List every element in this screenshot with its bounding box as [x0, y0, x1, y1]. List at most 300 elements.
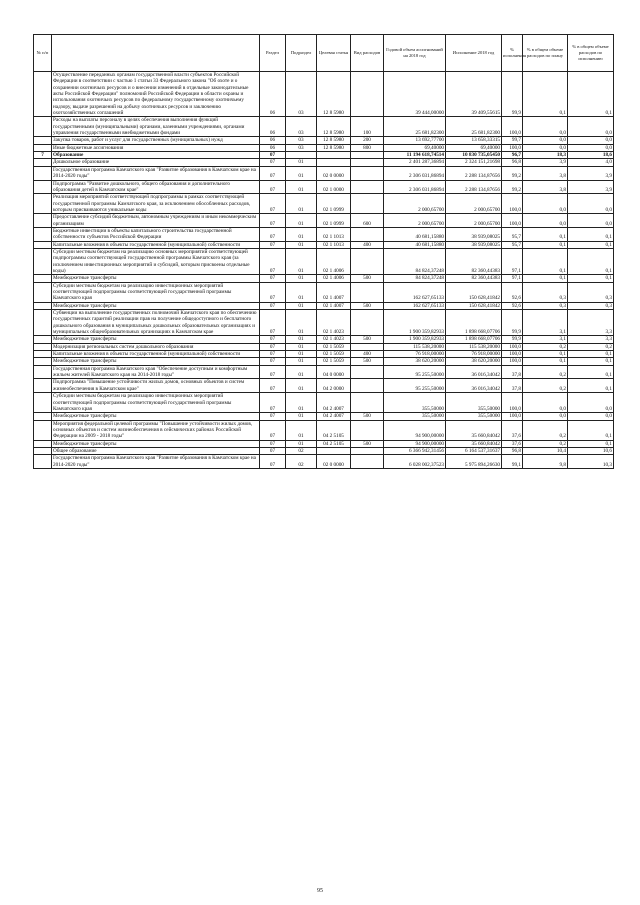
- row-name: Расходы на выплаты персоналу в целях обеспечения выполнения функций государственными (муниципальными) органами, казенными учреждениями, органами управления государственными внебюджетными фондами: [52, 117, 260, 137]
- row-num: [34, 214, 52, 228]
- row-share-exec: 10,6: [568, 447, 614, 454]
- row-share-exec: 0,0: [568, 413, 614, 420]
- row-subsection: 01: [286, 248, 317, 274]
- row-num: [34, 393, 52, 413]
- row-subsection: 01: [286, 302, 317, 309]
- row-share-plan: 0,1: [523, 241, 568, 248]
- row-executed: 10 830 735,05450: [446, 152, 502, 159]
- row-pct-exec: 100,0: [502, 358, 523, 365]
- row-pct-exec: 100,0: [502, 343, 523, 350]
- row-share-plan: 0,2: [523, 379, 568, 393]
- row-target: 02 1 0000: [317, 180, 351, 194]
- row-target: 02 1 5059: [317, 358, 351, 365]
- row-share-exec: 0,0: [568, 393, 614, 413]
- row-pct-exec: 100,0: [502, 351, 523, 358]
- row-annual: 1 900 359,82933: [384, 310, 446, 336]
- row-pct-exec: 99,2: [502, 180, 523, 194]
- row-target: 02 0 0000: [317, 166, 351, 180]
- row-expense-type: [351, 227, 384, 241]
- row-section: 07: [260, 227, 286, 241]
- row-annual: 11 194 618,74514: [384, 152, 446, 159]
- row-executed: 1 898 668,07706: [446, 310, 502, 336]
- row-share-plan: 0,2: [523, 343, 568, 350]
- row-target: 02 1 5059: [317, 343, 351, 350]
- row-section: 07: [260, 159, 286, 166]
- table-row: [34, 214, 614, 228]
- table-row: [34, 275, 614, 282]
- row-executed: 38 939,08025: [446, 241, 502, 248]
- row-executed: 2 288 134,87656: [446, 166, 502, 180]
- table-row: [34, 194, 614, 214]
- row-share-exec: 0,1: [568, 365, 614, 379]
- row-annual: 38 620,20000: [384, 358, 446, 365]
- row-share-plan: 3,1: [523, 310, 568, 336]
- header-name: [52, 35, 260, 72]
- row-subsection: 03: [286, 117, 317, 137]
- row-name: Бюджетные инвестиции в объекты капитального строительства государственной собственности субъектов Российской Федерации: [52, 227, 260, 241]
- row-annual: 40 681,15880: [384, 227, 446, 241]
- row-name: Субсидии местным бюджетам на реализацию инвестиционных мероприятий соответствующей подпрограммы соответствующей государственной программы Камчатского края: [52, 393, 260, 413]
- row-pct-exec: 100,0: [502, 214, 523, 228]
- row-section: 07: [260, 180, 286, 194]
- row-name: Капитальные вложения в объекты государственной (муниципальной) собственности: [52, 351, 260, 358]
- row-name: Межбюджетные трансферты: [52, 275, 260, 282]
- row-executed: 38 620,20000: [446, 358, 502, 365]
- row-subsection: 01: [286, 343, 317, 350]
- row-target: 04 2 5105: [317, 420, 351, 440]
- row-expense-type: 400: [351, 351, 384, 358]
- row-num: [34, 166, 52, 180]
- row-share-plan: 0,1: [523, 248, 568, 274]
- row-num: [34, 310, 52, 336]
- row-annual: 355,50000: [384, 413, 446, 420]
- table-row: [34, 241, 614, 248]
- row-num: [34, 365, 52, 379]
- row-target: 12 8 5980: [317, 137, 351, 144]
- header-section: Раздел: [260, 35, 286, 72]
- row-share-exec: 3,9: [568, 180, 614, 194]
- row-share-exec: 3,9: [568, 166, 614, 180]
- row-num: [34, 180, 52, 194]
- row-share-exec: 0,3: [568, 302, 614, 309]
- row-target: 04 2 4007: [317, 393, 351, 413]
- page-number: 95: [317, 888, 323, 894]
- header-annual: Годовой объем ассигнований на 2018 год: [384, 35, 446, 72]
- row-share-plan: 0,0: [523, 413, 568, 420]
- table-row: [34, 117, 614, 137]
- row-annual: 162 627,65133: [384, 302, 446, 309]
- row-num: [34, 117, 52, 137]
- row-pct-exec: 100,0: [502, 117, 523, 137]
- table-row: [34, 137, 614, 144]
- row-executed: 150 628,41842: [446, 302, 502, 309]
- row-section: 07: [260, 358, 286, 365]
- row-executed: 76 918,00000: [446, 351, 502, 358]
- row-subsection: 01: [286, 440, 317, 447]
- table-row: [34, 393, 614, 413]
- row-executed: 150 628,41842: [446, 282, 502, 302]
- row-subsection: 01: [286, 180, 317, 194]
- row-subsection: 01: [286, 393, 317, 413]
- table-row: [34, 420, 614, 440]
- row-target: [317, 152, 351, 159]
- row-target: [317, 159, 351, 166]
- header-pct-exec: % исполнения: [502, 35, 523, 72]
- row-num: [34, 455, 52, 469]
- row-target: 02 1 1013: [317, 227, 351, 241]
- row-name: Межбюджетные трансферты: [52, 302, 260, 309]
- row-expense-type: [351, 455, 384, 469]
- row-section: 06: [260, 72, 286, 117]
- row-expense-type: 500: [351, 413, 384, 420]
- row-target: 12 8 5980: [317, 117, 351, 137]
- row-pct-exec: 96,7: [502, 152, 523, 159]
- row-executed: 69,40000: [446, 144, 502, 151]
- row-subsection: 01: [286, 166, 317, 180]
- row-target: 02 1 4023: [317, 310, 351, 336]
- table-row: [34, 455, 614, 469]
- row-executed: 2 000,65700: [446, 214, 502, 228]
- row-name: Образование: [52, 152, 260, 159]
- row-expense-type: [351, 248, 384, 274]
- row-share-plan: 18,3: [523, 152, 568, 159]
- row-annual: 2 306 031,86894: [384, 166, 446, 180]
- row-section: 07: [260, 447, 286, 454]
- table-row: [34, 343, 614, 350]
- row-annual: 94 900,00000: [384, 420, 446, 440]
- row-pct-exec: 100,0: [502, 194, 523, 214]
- row-section: 07: [260, 365, 286, 379]
- row-pct-exec: 100,0: [502, 144, 523, 151]
- row-section: 07: [260, 152, 286, 159]
- row-section: 07: [260, 420, 286, 440]
- row-annual: 95 255,50000: [384, 379, 446, 393]
- row-share-plan: 0,1: [523, 358, 568, 365]
- row-name: Субсидии местным бюджетам на реализацию основных мероприятий соответствующей подпрограммы соответствующей государственной программы Камчатского края (за исключением инвестиционных мероприятий и субсидий, которым присвоены отдельные коды): [52, 248, 260, 274]
- row-share-plan: 0,0: [523, 214, 568, 228]
- row-subsection: 01: [286, 275, 317, 282]
- row-expense-type: [351, 159, 384, 166]
- row-executed: 35 660,84042: [446, 420, 502, 440]
- row-name: Капитальные вложения в объекты государственной (муниципальной) собственности: [52, 241, 260, 248]
- row-name: Реализация мероприятий соответствующей подпрограммы в рамках соответствующей государственной программы Камчатского края, за исключением обособленных расходов, которым присваиваются уникальные коды: [52, 194, 260, 214]
- row-name: Межбюджетные трансферты: [52, 440, 260, 447]
- row-pct-exec: 97,1: [502, 248, 523, 274]
- row-share-exec: 0,1: [568, 440, 614, 447]
- row-target: 02 1 4007: [317, 282, 351, 302]
- row-expense-type: 500: [351, 358, 384, 365]
- table-row: [34, 180, 614, 194]
- row-target: 04 2 4007: [317, 413, 351, 420]
- row-pct-exec: 37,6: [502, 440, 523, 447]
- row-name: Межбюджетные трансферты: [52, 358, 260, 365]
- row-name: Подпрограмма "Развитие дошкольного, общего образования и дополнительного образования детей в Камчатском крае": [52, 180, 260, 194]
- row-executed: 36 016,34042: [446, 379, 502, 393]
- row-subsection: 01: [286, 159, 317, 166]
- table-row: [34, 413, 614, 420]
- row-executed: 355,50000: [446, 413, 502, 420]
- row-name: Субсидии местным бюджетам на реализацию инвестиционных мероприятий соответствующей подпрограммы соответствующей государственной программы Камчатского края: [52, 282, 260, 302]
- table-row: [34, 351, 614, 358]
- row-share-exec: 0,0: [568, 194, 614, 214]
- row-share-plan: 3,1: [523, 336, 568, 343]
- header-num: № п/п: [34, 35, 52, 72]
- row-annual: 115 538,20000: [384, 343, 446, 350]
- table-row: [34, 72, 614, 117]
- row-subsection: 01: [286, 336, 317, 343]
- row-executed: 1 898 668,07706: [446, 336, 502, 343]
- row-name: Мероприятия федеральной целевой программы "Повышение устойчивости жилых домов, основных объектов и систем жизнеобеспечения в сейсмических районах Российской Федерации на 2009 - 2018 годы": [52, 420, 260, 440]
- header-target: Целевая статья: [317, 35, 351, 72]
- row-share-plan: 0,3: [523, 302, 568, 309]
- row-executed: 2 288 134,87656: [446, 180, 502, 194]
- row-section: 07: [260, 214, 286, 228]
- row-annual: 69,40000: [384, 144, 446, 151]
- table-row: [34, 310, 614, 336]
- row-expense-type: [351, 194, 384, 214]
- row-name: Иные бюджетные ассигнования: [52, 144, 260, 151]
- row-share-exec: 0,1: [568, 248, 614, 274]
- row-expense-type: 600: [351, 214, 384, 228]
- row-subsection: 01: [286, 379, 317, 393]
- row-subsection: 01: [286, 310, 317, 336]
- row-share-plan: 0,1: [523, 351, 568, 358]
- row-share-plan: 0,1: [523, 72, 568, 117]
- row-pct-exec: 99,2: [502, 166, 523, 180]
- row-share-exec: 0,1: [568, 420, 614, 440]
- row-subsection: 01: [286, 351, 317, 358]
- row-share-exec: 4,0: [568, 159, 614, 166]
- row-name: Общее образование: [52, 447, 260, 454]
- row-annual: 6 028 002,37523: [384, 455, 446, 469]
- row-executed: 2 324 151,21698: [446, 159, 502, 166]
- row-num: [34, 275, 52, 282]
- row-num: [34, 72, 52, 117]
- row-subsection: 01: [286, 420, 317, 440]
- row-share-plan: 0,3: [523, 282, 568, 302]
- row-expense-type: [351, 310, 384, 336]
- row-section: 07: [260, 310, 286, 336]
- row-share-exec: 0,1: [568, 351, 614, 358]
- row-target: 02 1 1013: [317, 241, 351, 248]
- row-executed: 2 000,65700: [446, 194, 502, 214]
- row-share-plan: 0,0: [523, 137, 568, 144]
- row-pct-exec: 37,6: [502, 420, 523, 440]
- row-pct-exec: 95,7: [502, 241, 523, 248]
- row-target: 02 1 0999: [317, 194, 351, 214]
- row-target: 02 1 0999: [317, 214, 351, 228]
- row-target: 04 0 0000: [317, 365, 351, 379]
- row-target: 02 1 4023: [317, 336, 351, 343]
- row-section: 07: [260, 440, 286, 447]
- row-annual: 39 444,00000: [384, 72, 446, 117]
- row-section: 06: [260, 117, 286, 137]
- row-annual: 13 692,77700: [384, 137, 446, 144]
- row-subsection: 01: [286, 413, 317, 420]
- row-name: Осуществление переданных органам государственной власти субъектов Российской Федерации в соответствии с частью 1 статьи 33 Федерального закона "Об охоте и о сохранении охотничьих ресурсов и о внесении изменений в отдельные законодательные акты Российской Федерации" полномочий Российской Федерации в области охраны и использования охотничьих ресурсов по федеральному государственному охотничьему надзору, выдаче разрешений на добычу охотничьих ресурсов и заключению охотхозяйственных соглашений: [52, 72, 260, 117]
- row-subsection: 01: [286, 282, 317, 302]
- row-share-exec: 0,0: [568, 214, 614, 228]
- row-pct-exec: 95,7: [502, 227, 523, 241]
- row-pct-exec: 97,1: [502, 275, 523, 282]
- row-expense-type: 200: [351, 137, 384, 144]
- row-executed: 82 360,44383: [446, 248, 502, 274]
- row-executed: 38 939,08025: [446, 227, 502, 241]
- row-annual: 76 918,00000: [384, 351, 446, 358]
- row-share-exec: 0,1: [568, 275, 614, 282]
- row-num: [34, 302, 52, 309]
- row-section: 07: [260, 302, 286, 309]
- row-expense-type: [351, 420, 384, 440]
- row-target: 02 1 4006: [317, 248, 351, 274]
- row-expense-type: 500: [351, 336, 384, 343]
- row-share-exec: 0,0: [568, 137, 614, 144]
- row-target: 04 2 5105: [317, 440, 351, 447]
- row-target: 02 1 5059: [317, 351, 351, 358]
- row-section: 07: [260, 351, 286, 358]
- row-pct-exec: 37,8: [502, 379, 523, 393]
- row-expense-type: [351, 393, 384, 413]
- header-subsection: Подраздел: [286, 35, 317, 72]
- row-pct-exec: 37,8: [502, 365, 523, 379]
- row-pct-exec: 99,9: [502, 310, 523, 336]
- table-row: [34, 144, 614, 151]
- row-annual: 162 627,65133: [384, 282, 446, 302]
- row-share-plan: 0,2: [523, 440, 568, 447]
- row-num: [34, 159, 52, 166]
- row-name: Государственная программа Камчатского края "Развитие образования в Камчатском крае на 2014-2020 годы": [52, 455, 260, 469]
- table-row: [34, 248, 614, 274]
- row-name: Межбюджетные трансферты: [52, 336, 260, 343]
- row-num: [34, 413, 52, 420]
- row-share-plan: 0,2: [523, 365, 568, 379]
- row-share-plan: 0,0: [523, 144, 568, 151]
- row-share-exec: 0,2: [568, 343, 614, 350]
- row-subsection: 01: [286, 194, 317, 214]
- row-annual: 6 366 942,31456: [384, 447, 446, 454]
- row-expense-type: 500: [351, 440, 384, 447]
- row-section: 07: [260, 336, 286, 343]
- row-executed: 25 681,82300: [446, 117, 502, 137]
- table-row: [34, 358, 614, 365]
- row-pct-exec: 96,8: [502, 447, 523, 454]
- row-section: 07: [260, 241, 286, 248]
- row-annual: 84 824,37248: [384, 248, 446, 274]
- row-subsection: 02: [286, 455, 317, 469]
- row-section: 06: [260, 144, 286, 151]
- row-expense-type: [351, 180, 384, 194]
- row-share-plan: 3,8: [523, 180, 568, 194]
- row-section: 07: [260, 282, 286, 302]
- row-name: Дошкольное образование: [52, 159, 260, 166]
- row-expense-type: 500: [351, 302, 384, 309]
- row-share-plan: 0,0: [523, 194, 568, 214]
- row-num: [34, 194, 52, 214]
- row-pct-exec: 100,0: [502, 393, 523, 413]
- row-target: 02 1 4006: [317, 275, 351, 282]
- row-pct-exec: 100,0: [502, 413, 523, 420]
- row-name: Предоставление субсидий бюджетным, автономным учреждениям и иным некоммерческим организациям: [52, 214, 260, 228]
- row-expense-type: [351, 166, 384, 180]
- budget-execution-table: [33, 34, 614, 469]
- row-executed: 5 975 894,26630: [446, 455, 502, 469]
- row-share-plan: 0,1: [523, 275, 568, 282]
- row-expense-type: [351, 447, 384, 454]
- row-expense-type: 400: [351, 241, 384, 248]
- row-share-exec: 18,6: [568, 152, 614, 159]
- row-pct-exec: 92,6: [502, 282, 523, 302]
- row-section: 07: [260, 248, 286, 274]
- row-num: [34, 379, 52, 393]
- row-share-exec: 10,3: [568, 455, 614, 469]
- row-share-exec: 3,3: [568, 336, 614, 343]
- row-expense-type: [351, 72, 384, 117]
- row-target: 04 2 0000: [317, 379, 351, 393]
- row-name: Модернизация региональных систем дошкольного образования: [52, 343, 260, 350]
- row-annual: 95 255,50000: [384, 365, 446, 379]
- row-pct-exec: 99,9: [502, 72, 523, 117]
- row-pct-exec: 99,7: [502, 137, 523, 144]
- row-pct-exec: 92,6: [502, 302, 523, 309]
- row-section: 06: [260, 137, 286, 144]
- row-target: 12 8 5980: [317, 144, 351, 151]
- row-share-plan: 3,8: [523, 166, 568, 180]
- table-row: [34, 152, 614, 159]
- row-num: [34, 351, 52, 358]
- row-pct-exec: 96,8: [502, 159, 523, 166]
- row-section: 07: [260, 455, 286, 469]
- row-num: 7: [34, 152, 52, 159]
- row-expense-type: 100: [351, 117, 384, 137]
- row-expense-type: 800: [351, 144, 384, 151]
- row-expense-type: [351, 282, 384, 302]
- table-row: [34, 447, 614, 454]
- row-expense-type: [351, 152, 384, 159]
- row-annual: 2 401 287,36894: [384, 159, 446, 166]
- table-row: [34, 302, 614, 309]
- row-share-exec: 0,0: [568, 144, 614, 151]
- row-annual: 25 681,82300: [384, 117, 446, 137]
- table-header-row: [34, 35, 614, 72]
- row-executed: 115 538,20000: [446, 343, 502, 350]
- row-name: Государственная программа Камчатского края "Обеспечение доступным и комфортным жильем жителей Камчатского края на 2014-2018 годы": [52, 365, 260, 379]
- row-executed: 36 016,34042: [446, 365, 502, 379]
- row-expense-type: 500: [351, 275, 384, 282]
- row-subsection: 01: [286, 214, 317, 228]
- row-share-plan: 9,8: [523, 455, 568, 469]
- row-section: 07: [260, 413, 286, 420]
- header-executed: Исполнение 2018 год: [446, 35, 502, 72]
- table-row: [34, 166, 614, 180]
- row-annual: 355,50000: [384, 393, 446, 413]
- table-row: [34, 159, 614, 166]
- row-annual: 94 900,00000: [384, 440, 446, 447]
- row-executed: 39 409,55615: [446, 72, 502, 117]
- row-share-exec: 3,3: [568, 310, 614, 336]
- row-executed: 35 660,84042: [446, 440, 502, 447]
- row-subsection: 03: [286, 72, 317, 117]
- row-pct-exec: 99,9: [502, 336, 523, 343]
- row-subsection: 01: [286, 358, 317, 365]
- row-executed: 6 164 537,31637: [446, 447, 502, 454]
- row-section: 07: [260, 393, 286, 413]
- row-annual: 1 900 359,82933: [384, 336, 446, 343]
- row-target: [317, 447, 351, 454]
- row-num: [34, 137, 52, 144]
- row-share-exec: 0,1: [568, 241, 614, 248]
- row-name: Межбюджетные трансферты: [52, 413, 260, 420]
- table-row: [34, 365, 614, 379]
